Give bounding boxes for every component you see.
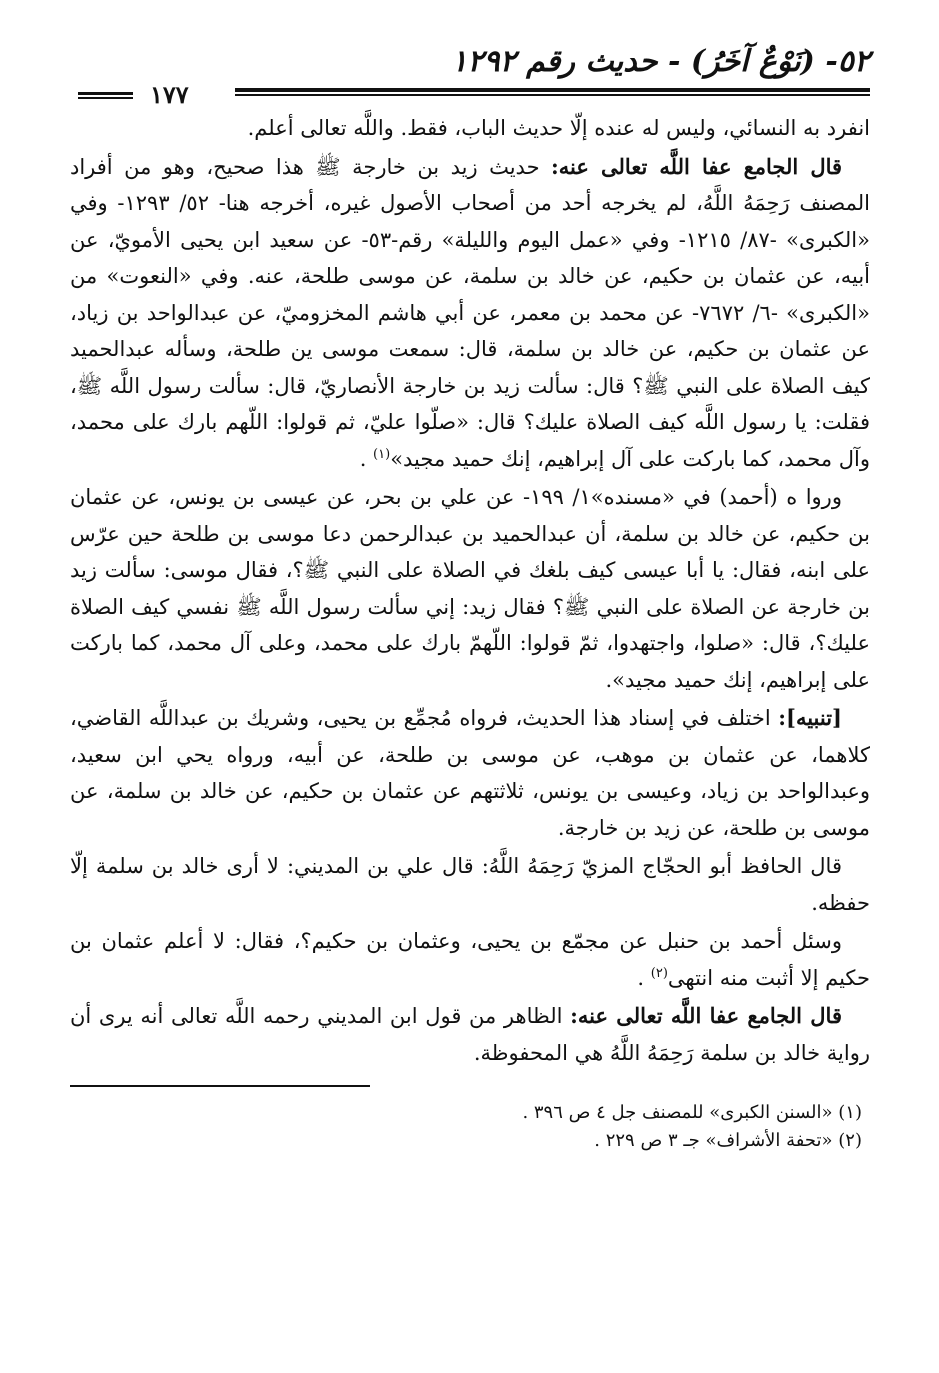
paragraph-text: انفرد به النسائي، وليس له عنده إلّا حديث الباب، فقط. واللَّه تعالى أعلم. [247, 116, 870, 140]
paragraph-1 [70, 110, 870, 147]
page-number: ١٧٧ [150, 80, 189, 109]
paragraph-text: وسئل أحمد بن حنبل عن مجمّع بن يحيى، وعثمان بن حكيم؟، فقال: لا أعلم عثمان بن حكيم إلا أثبت منه انتهى [70, 929, 870, 990]
paragraph-7 [70, 998, 870, 1071]
paragraph-lead: [تنبيه]: [778, 705, 842, 730]
paragraph-end: . [637, 965, 651, 990]
footnote-ref: (١) [373, 446, 391, 462]
paragraph-2 [70, 149, 870, 478]
footnote-separator [70, 1085, 370, 1087]
main-text [70, 110, 870, 1071]
footnotes [70, 1099, 870, 1155]
paragraph-6 [70, 923, 870, 996]
paragraph-lead: قال الجامع عفا اللَّه تعالى عنه: [570, 1003, 842, 1028]
running-title: ٥٢- (نَوْعٌ آخَرُ) - حديث رقم ١٢٩٢ [451, 44, 870, 79]
paragraph-text: اختلف في إسناد هذا الحديث، فرواه مُجمِّع بن يحيى، وشريك بن عبداللَّه القاضي، كلاهما، عن عثمان بن موهب، عن موسى بن طلحة، عن أبيه، ورواه يحي ابن سعيد، وعبدالواحد بن زياد، وعيسى بن يونس، ثلاثتهم عن عثمان بن حكيم، عن خالد بن سلمة، عن موسى بن طلحة، عن زيد بن خارجة. [70, 706, 870, 840]
paragraph-3 [70, 479, 870, 698]
page-header [70, 44, 870, 110]
footnote-ref: (٢) [650, 965, 668, 981]
paragraph-5 [70, 848, 870, 921]
paragraph-text: حديث زيد بن خارجة ﷺ هذا صحيح، وهو من أفراد المصنف رَحِمَهُ اللَّهُ، لم يخرجه أحد من أصحاب الأصول غيره، أخرجه هنا- ٥٢/ ١٢٩٣- وفي «الكبرى» -٨٧/ ١٢١٥- وفي «عمل اليوم والليلة» رقم-٥٣- عن سعيد ابن يحيى الأمويّ، عن أبيه، عن عثمان بن حكيم، عن خالد بن سلمة، عن موسى طلحة، عنه. وفي «النعوت» من «الكبرى» -٦/ ٧٦٧٢- عن محمد بن معمر، عن أبي هاشم المخزوميّ، عن عبدالواحد بن زياد، عن عثمان بن حكيم، عن خالد بن سلمة، قال: سمعت موسى ين طلحة، وسأله عبدالحميد كيف الصلاة على النبي ﷺ؟ قال: سألت زيد بن خارجة الأنصاريّ، قال: سألت رسول اللَّه ﷺ، فقلت: يا رسول اللَّه كيف الصلاة عليك؟ قال: «صلّوا عليّ، ثم قولوا: اللّهم بارك على محمد، وآل محمد، كما باركت على آل إبراهيم، إنك حميد مجيد» [70, 154, 870, 471]
paragraph-text: وروا ه (أحمد) في «مسنده»١/ ١٩٩- عن علي بن بحر، عن عيسى بن يونس، عن عثمان بن حكيم، عن خالد بن سلمة، أن عبدالحميد بن عبدالرحمن دعا موسى بن طلحة حين عرّس على ابنه، فقال: يا أبا عيسى كيف بلغك في الصلاة على النبي ﷺ؟، فقال موسى: سألت زيد بن خارجة عن الصلاة على النبي ﷺ؟ فقال زيد: إني سألت رسول اللَّه ﷺ نفسي كيف الصلاة عليك؟، قال: «صلوا، واجتهدوا، ثمّ قولوا: اللّهمّ بارك على محمد، وعلى آل محمد، كما باركت على إبراهيم، إنك حميد مجيد». [70, 485, 870, 692]
page-number-rule [78, 92, 133, 100]
paragraph-4 [70, 700, 870, 846]
footnote-1: (١) «السنن الكبرى» للمصنف جل ٤ ص ٣٩٦ . [522, 1102, 862, 1123]
paragraph-text: قال الحافظ أبو الحجّاج المزيّ رَحِمَهُ اللَّهُ: قال علي بن المديني: لا أرى خالد بن سلمة إلّا حفظه. [70, 854, 870, 915]
paragraph-lead: قال الجامع عفا اللَّه تعالى عنه: [551, 153, 843, 179]
footnote-2: (٢) «تحفة الأشراف» جـ ٣ ص ٢٢٩ . [594, 1130, 862, 1151]
paragraph-text: الظاهر من قول ابن المديني رحمه اللَّه تعالى أنه يرى أن رواية خالد بن سلمة رَحِمَهُ اللَّهُ هي المحفوظة. [70, 1004, 870, 1065]
header-rule [235, 88, 870, 98]
paragraph-end: . [359, 446, 374, 471]
page [70, 44, 870, 1344]
